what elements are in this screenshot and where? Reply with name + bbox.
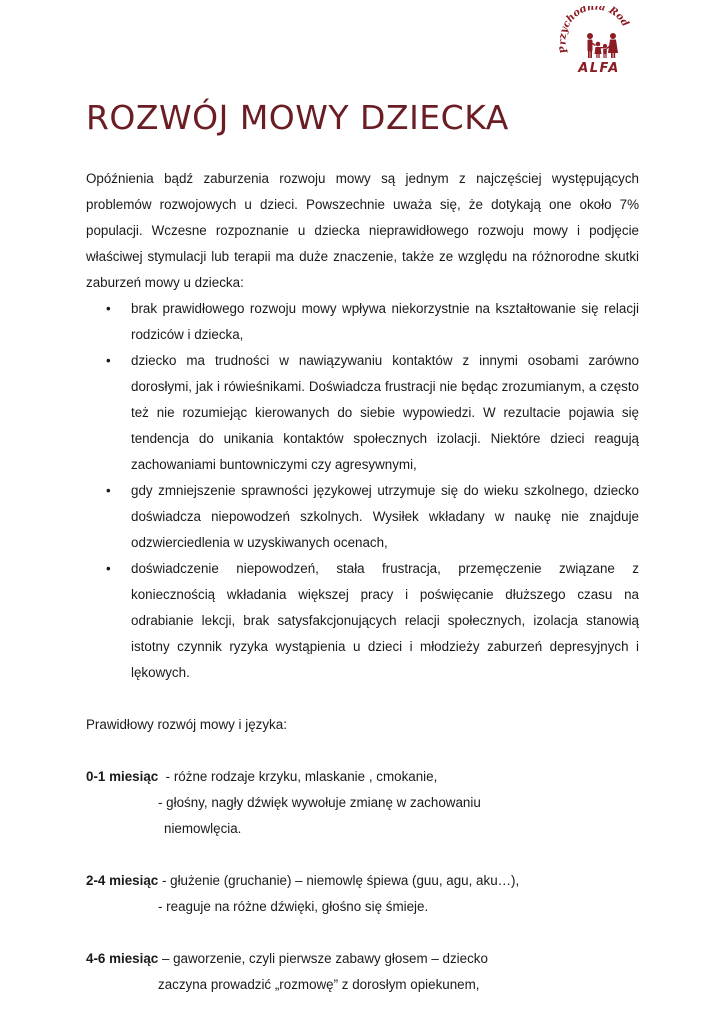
milestone-line: - głośny, nagły dźwięk wywołuje zmianę w zachowaniu	[158, 795, 481, 810]
family-logo-icon	[558, 6, 638, 78]
milestone-0-1: 0-1 miesiąc - różne rodzaje krzyku, mlaskanie , cmokanie, - głośny, nagły dźwięk wywołuje zmianę w zachowaniu niemowlęcia.	[86, 764, 639, 842]
milestone-age: 4-6 miesiąc	[86, 951, 159, 966]
list-item: • doświadczenie niepowodzeń, stała frustracja, przemęczenie związane z koniecznością wkładania większej pracy i poświęcanie dłuższego czasu na odrabianie lekcji, brak satysfakcjonujących relacji społecznych, izolacja stanowią istotny czynnik ryzyka wystąpienia u dzieci i młodzieży zaburzeń depresyjnych i lękowych.	[86, 556, 639, 686]
bullet-icon: •	[106, 353, 111, 368]
list-item: • brak prawidłowego rozwoju mowy wpływa niekorzystnie na kształtowanie się relacji rodziców i dziecka,	[86, 296, 639, 348]
milestone-line: zaczyna prowadzić „rozmowę” z dorosłym opiekunem,	[158, 977, 480, 992]
section-label: Prawidłowy rozwój mowy i języka:	[86, 717, 287, 732]
clinic-logo	[558, 6, 638, 78]
milestone-line: - reaguje na różne dźwięki, głośno się śmieje.	[158, 899, 429, 914]
effects-list	[86, 296, 639, 686]
list-item: • gdy zmniejszenie sprawności językowej utrzymuje się do wieku szkolnego, dziecko doświadcza niepowodzeń szkolnych. Wysiłek wkładany w naukę nie znajduje odzwierciedlenia w uzyskiwanych ocenach,	[86, 478, 639, 556]
intro-paragraph: Opóźnienia bądź zaburzenia rozwoju mowy są jednym z najczęściej występujących problemów rozwojowych u dzieci. Powszechnie uważa się, że dotykają one około 7% populacji. Wczesne rozpoznanie u dziecka nieprawidłowego rozwoju mowy i podjęcie właściwej stymulacji lub terapii ma duże znaczenie, także ze względu na różnorodne skutki zaburzeń mowy u dziecka:	[86, 171, 639, 290]
document-body	[86, 166, 639, 998]
logo-arc-text: Przychodnia Rod	[558, 6, 631, 55]
milestone-age: 0-1 miesiąc	[86, 769, 159, 784]
bullet-icon: •	[106, 483, 111, 498]
milestone-age: 2-4 miesiąc	[86, 873, 159, 888]
page-title: ROZWÓJ MOWY DZIECKA	[86, 98, 509, 137]
bullet-icon: •	[106, 561, 111, 576]
bullet-icon: •	[106, 301, 111, 316]
milestone-4-6: 4-6 miesiąc – gaworzenie, czyli pierwsze zabawy głosem – dziecko zaczyna prowadzić „rozmowę” z dorosłym opiekunem,	[86, 946, 639, 998]
list-item: • dziecko ma trudności w nawiązywaniu kontaktów z innymi osobami zarówno dorosłymi, jak i rówieśnikami. Doświadcza frustracji nie będąc zrozumianym, a często też nie rozumiejąc kierowanych do siebie wypowiedzi. W rezultacie pojawia się tendencja do unikania kontaktów społecznych izolacji. Niektóre dzieci reagują zachowaniami buntowniczymi czy agresywnymi,	[86, 348, 639, 478]
milestone-line: niemowlęcia.	[164, 821, 242, 836]
logo-brand: ALFA	[578, 61, 620, 76]
milestone-2-4: 2-4 miesiąc - głużenie (gruchanie) – niemowlę śpiewa (guu, agu, aku…), - reaguje na różne dźwięki, głośno się śmieje.	[86, 868, 639, 920]
